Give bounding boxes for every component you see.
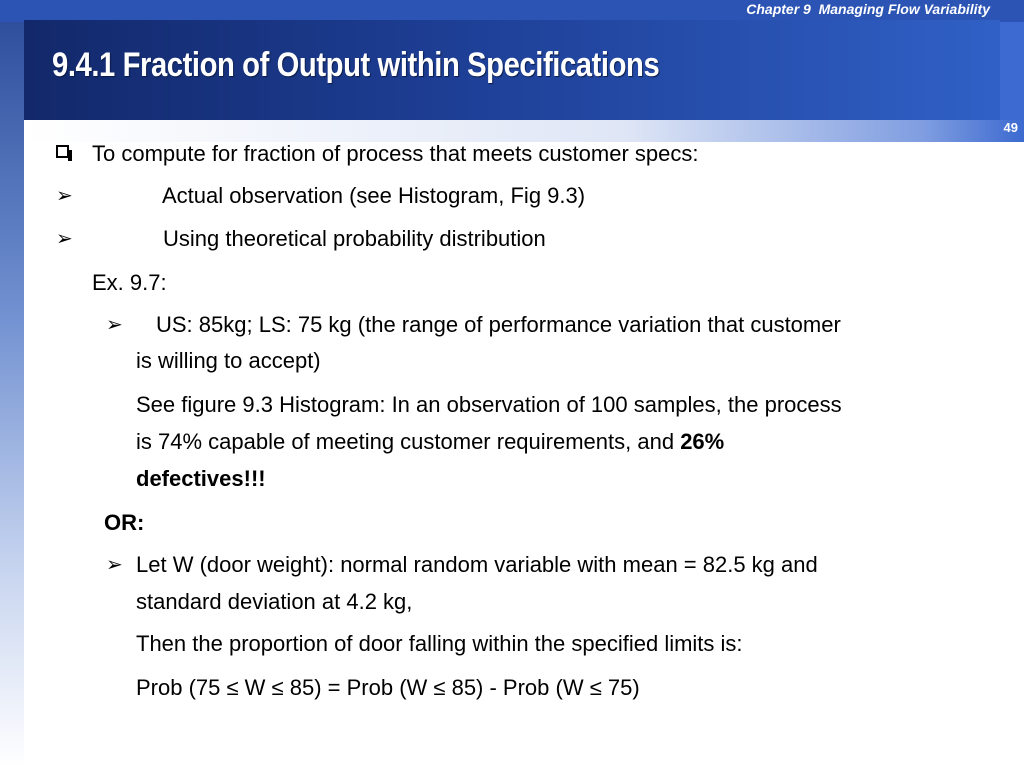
- defect-percentage: 26%: [680, 429, 725, 454]
- intro-text: To compute for fraction of process that meets customer specs:: [92, 141, 699, 166]
- spec-limits-line-1: US: 85kg; LS: 75 kg (the range of performance variation that customer: [156, 312, 841, 337]
- normal-variable-line-2: standard deviation at 4.2 kg,: [136, 589, 413, 614]
- histogram-line-3: [136, 466, 266, 492]
- arrow-bullet-icon: ➢: [106, 314, 123, 336]
- histogram-line-2: [136, 429, 724, 455]
- bullet-theoretical-distribution: Using theoretical probability distribution: [163, 226, 546, 251]
- histogram-text: is 74% capable of meeting customer requirements, and: [136, 429, 681, 454]
- bullet-actual-observation: Actual observation (see Histogram, Fig 9.3): [162, 183, 586, 208]
- arrow-bullet-icon: ➢: [56, 228, 73, 250]
- histogram-line-1: See figure 9.3 Histogram: In an observation of 100 samples, the process: [136, 392, 842, 417]
- spec-limits-line-2: is willing to accept): [136, 348, 321, 373]
- proportion-line: Then the proportion of door falling within the specified limits is:: [136, 631, 743, 656]
- arrow-bullet-icon: ➢: [106, 554, 123, 576]
- example-label: Ex. 9.7:: [92, 270, 167, 295]
- arrow-bullet-icon: ➢: [56, 185, 73, 207]
- probability-formula: Prob (75 ≤ W ≤ 85) = Prob (W ≤ 85) - Prob (W ≤ 75): [136, 675, 640, 700]
- or-text: OR:: [104, 510, 145, 535]
- or-label: [104, 510, 144, 536]
- slide-title: 9.4.1 Fraction of Output within Specifications: [52, 46, 660, 84]
- square-bullet-icon: [56, 145, 69, 158]
- defectives-emphasis: defectives!!!: [136, 466, 266, 491]
- normal-variable-line-1: Let W (door weight): normal random variable with mean = 82.5 kg and: [136, 552, 818, 577]
- page-number: 49: [1003, 120, 1018, 135]
- chapter-label: Chapter 9 Managing Flow Variability: [746, 1, 990, 17]
